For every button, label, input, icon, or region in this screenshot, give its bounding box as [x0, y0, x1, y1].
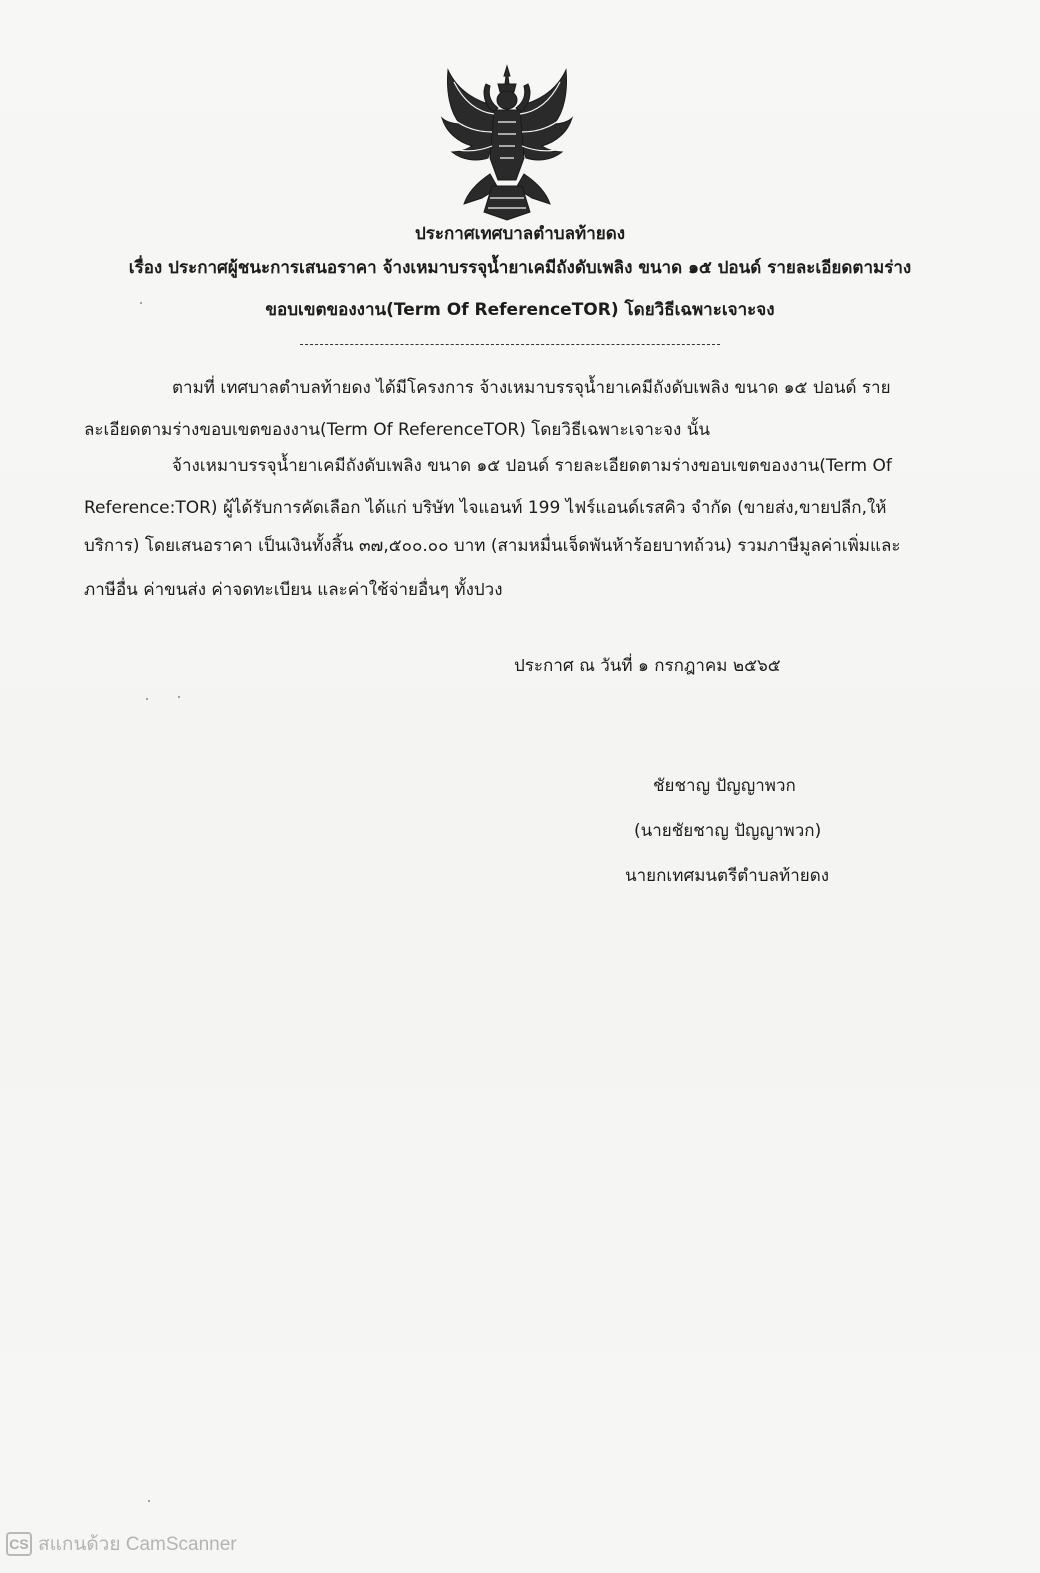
scan-speck [148, 1500, 150, 1502]
signature: ชัยชาญ ปัญญาพวก [653, 776, 796, 796]
camscanner-text: สแกนด้วย CamScanner [38, 1534, 237, 1555]
paragraph-2-line-3: บริการ) โดยเสนอราคา เป็นเงินทั้งสิ้น ๓๗,๕๐๐.๐๐ บาท (สามหมื่นเจ็ดพันห้าร้อยบาทถ้วน) รวมภาษีมูลค่าเพิ่มและ [84, 536, 901, 556]
paragraph-2-line-4: ภาษีอื่น ค่าขนส่ง ค่าจดทะเบียน และค่าใช้จ่ายอื่นๆ ทั้งปวง [84, 580, 503, 600]
subject-line-2: ขอบเขตของงาน(Term Of ReferenceTOR) โดยวิธีเฉพาะเจาะจง [265, 300, 775, 320]
signatory-position: นายกเทศมนตรีตำบลท้ายดง [625, 866, 830, 886]
paragraph-2-line-2: Reference:TOR) ผู้ได้รับการคัดเลือก ได้แก่ บริษัท ไจแอนท์ 199 ไฟร์แอนด์เรสคิว จำกัด (ขายส่ง,ขายปลีก,ให้ [84, 498, 887, 518]
document-title: ประกาศเทศบาลตำบลท้ายดง [414, 224, 626, 244]
paragraph-1-line-1: ตามที่ เทศบาลตำบลท้ายดง ได้มีโครงการ จ้างเหมาบรรจุน้ำยาเคมีถังดับเพลิง ขนาด ๑๕ ปอนด์ ราย [172, 378, 891, 398]
scan-speck [140, 302, 142, 304]
title-separator [300, 344, 720, 345]
signatory-full-name: (นายชัยชาญ ปัญญาพวก) [634, 821, 822, 841]
subject-line-1: เรื่อง ประกาศผู้ชนะการเสนอราคา จ้างเหมาบรรจุน้ำยาเคมีถังดับเพลิง ขนาด ๑๕ ปอนด์ รายละเอียดตามร่าง [128, 258, 912, 278]
announcement-date: ประกาศ ณ วันที่ ๑ กรกฎาคม ๒๕๖๕ [514, 656, 781, 676]
paragraph-1-line-2: ละเอียดตามร่างขอบเขตของงาน(Term Of ReferenceTOR) โดยวิธีเฉพาะเจาะจง นั้น [84, 420, 710, 440]
camscanner-logo-icon: CS [6, 1532, 32, 1556]
garuda-emblem-icon [438, 62, 576, 222]
scan-speck [146, 698, 148, 700]
scan-speck [178, 696, 180, 698]
paragraph-2-line-1: จ้างเหมาบรรจุน้ำยาเคมีถังดับเพลิง ขนาด ๑๕ ปอนด์ รายละเอียดตามร่างขอบเขตของงาน(Term Of [172, 456, 892, 476]
camscanner-watermark [6, 1530, 237, 1558]
